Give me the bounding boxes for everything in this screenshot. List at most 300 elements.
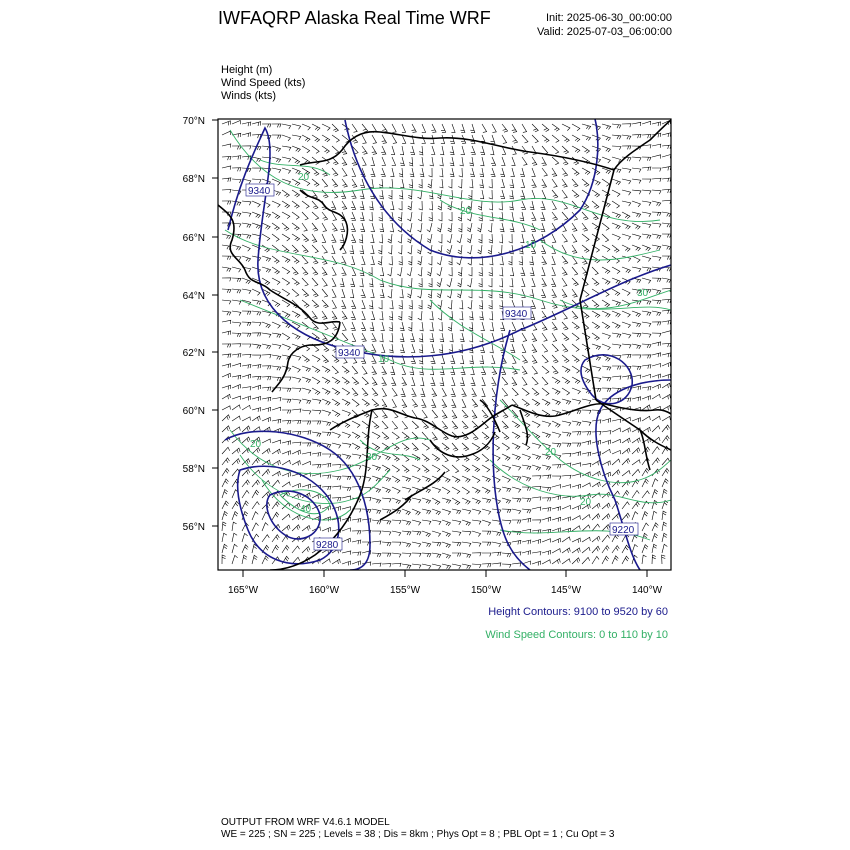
wind-barb: [352, 540, 361, 544]
wind-barb: [382, 509, 391, 513]
wind-barb: [232, 156, 241, 160]
wind-barb: [452, 476, 460, 483]
wind-barb: [332, 476, 341, 480]
wind-barb: [488, 245, 492, 254]
wind-barb: [252, 490, 259, 498]
wind-barb: [472, 465, 480, 472]
wind-barb: [252, 512, 258, 520]
wind-barb: [282, 472, 290, 477]
wind-barb: [592, 503, 600, 509]
wind-barb: [242, 365, 251, 369]
wind-barb: [502, 509, 511, 513]
wind-barb: [622, 438, 630, 443]
wind-barb: [662, 489, 667, 498]
wind-barb: [572, 267, 578, 275]
wind-barb: [398, 212, 402, 221]
wind-barb: [382, 531, 391, 535]
wind-barb: [500, 223, 504, 232]
wind-barb: [632, 311, 641, 317]
wind-barb: [292, 289, 299, 297]
wind-barb: [489, 300, 493, 309]
wind-barb: [540, 223, 545, 232]
wind-barb: [459, 168, 463, 177]
wind-barb: [520, 168, 524, 177]
wind-barb: [332, 366, 338, 374]
wind-barb: [340, 223, 344, 232]
wind-barb: [371, 223, 375, 232]
wind-barb: [380, 311, 384, 320]
wind-barb: [512, 322, 516, 330]
init-time: Init: 2025-06-30_00:00:00: [546, 12, 672, 24]
wind-barb: [572, 146, 580, 153]
wind-barb: [542, 388, 549, 396]
wind-barb: [472, 509, 481, 514]
wind-barb: [562, 245, 566, 253]
wind-barb: [282, 333, 290, 340]
wind-barb: [292, 311, 300, 318]
wind-barb: [612, 146, 621, 150]
wind-barb: [262, 439, 270, 443]
wind-barb: [572, 179, 578, 187]
wind-barb: [582, 399, 591, 404]
wind-barb: [582, 483, 590, 487]
wind-barb: [562, 517, 570, 522]
wind-barb: [439, 344, 443, 353]
wind-barb: [252, 256, 261, 261]
wind-barb: [541, 289, 546, 297]
wind-barb: [642, 201, 651, 206]
wind-barb: [382, 124, 387, 132]
wind-barb: [222, 278, 231, 282]
wind-barb: [462, 421, 468, 429]
wind-barb: [479, 212, 483, 221]
wind-barb: [532, 388, 539, 396]
wind-barb: [222, 320, 231, 324]
wind-barb: [411, 388, 416, 396]
wind-barb: [382, 410, 387, 418]
wind-barb: [351, 201, 356, 209]
wind-barb: [372, 146, 377, 154]
wind-barb: [542, 517, 551, 522]
wind-barb: [392, 563, 401, 567]
wind-barb: [542, 465, 551, 470]
wind-barb: [430, 311, 434, 320]
wind-barb: [602, 461, 610, 466]
wind-barb: [541, 245, 546, 253]
wind-barb: [429, 190, 433, 199]
wind-barb: [362, 399, 369, 406]
wind-barb: [272, 449, 280, 454]
wind-barb: [272, 124, 281, 128]
wind-barb: [391, 146, 395, 155]
wind-barb: [542, 135, 549, 142]
wind-barb: [502, 520, 511, 524]
wind-barb: [242, 533, 248, 542]
wind-barb: [612, 289, 620, 296]
wind-barb: [652, 364, 661, 368]
wind-barb: [422, 509, 431, 514]
wind-barb: [418, 256, 423, 265]
wind-barb: [582, 432, 591, 436]
wind-barb: [418, 311, 422, 320]
wind-barb: [592, 524, 600, 531]
wind-barb: [482, 476, 490, 482]
wind-barb: [612, 278, 620, 284]
wind-label: 10: [378, 354, 390, 365]
wind-barb: [272, 535, 279, 542]
wind-barb: [370, 234, 374, 243]
wind-barb: [602, 418, 611, 422]
wind-barb: [432, 498, 440, 505]
wind-barb: [232, 121, 240, 125]
wind-barb: [652, 523, 658, 531]
wind-barb: [542, 168, 547, 176]
wind-barb: [252, 267, 261, 273]
wind-barb: [322, 267, 327, 275]
wind-barb: [242, 122, 251, 126]
wind-barb: [592, 471, 600, 476]
wind-barb: [429, 212, 433, 221]
wind-barb: [272, 377, 281, 381]
wind-barb: [272, 300, 280, 307]
wind-barb: [532, 520, 541, 524]
wind-barb: [441, 355, 445, 364]
wind-barb: [652, 201, 661, 206]
wind-barb: [282, 410, 291, 414]
wind-barb: [562, 212, 568, 220]
wind-barb: [592, 482, 600, 487]
wind-barb: [662, 555, 666, 564]
wind-barb: [652, 500, 658, 509]
wind-barb: [459, 311, 463, 320]
wind-barb: [292, 245, 298, 253]
wind-barb: [442, 388, 446, 396]
wind-barb: [442, 531, 451, 537]
wind-barb: [652, 511, 657, 520]
wind-barb: [407, 289, 412, 298]
wind-barb: [232, 522, 237, 531]
wind-barb: [652, 322, 661, 326]
wind-barb: [412, 498, 421, 503]
wind-barb: [562, 135, 569, 142]
wind-barb: [632, 448, 640, 454]
wind-barb: [352, 168, 356, 176]
wind-barb: [652, 122, 661, 126]
wind-barb: [341, 300, 346, 308]
wind-barb: [478, 245, 482, 254]
wind-barb: [582, 135, 591, 141]
wind-barb: [432, 487, 441, 493]
wind-barb: [388, 234, 392, 243]
wind-barb: [312, 135, 320, 142]
wind-barb: [532, 355, 537, 363]
wind-barb: [532, 157, 537, 165]
wind-barb: [422, 498, 431, 504]
wind-barb: [532, 561, 541, 566]
wind-barb: [382, 564, 391, 568]
wind-barb: [322, 124, 330, 131]
wind-barb: [272, 480, 280, 487]
wind-barb: [222, 166, 231, 170]
wind-barb: [292, 377, 301, 382]
wind-barb: [612, 300, 621, 306]
wind-barb: [419, 300, 423, 309]
wind-barb: [302, 256, 308, 264]
wind-barb: [521, 201, 526, 209]
wind-barb: [352, 561, 360, 566]
wind-barb: [352, 519, 361, 523]
wind-barb: [322, 234, 326, 242]
wind-barb: [372, 432, 380, 439]
wind-barb: [429, 278, 433, 287]
wind-barb: [642, 555, 647, 564]
wind-barb: [478, 201, 482, 210]
wind-barb: [622, 459, 630, 466]
wind-barb: [302, 461, 310, 465]
wind-barb: [282, 503, 290, 509]
wind-barb: [282, 545, 289, 553]
wind-barb: [612, 223, 620, 229]
wind-barb: [412, 520, 421, 525]
wind-barb: [222, 415, 230, 421]
wind-barb: [222, 256, 231, 260]
wind-barb: [232, 544, 237, 553]
wind-barb: [389, 278, 393, 287]
wind-barb: [440, 157, 444, 166]
wind-barb: [582, 366, 590, 373]
wind-barb: [342, 507, 351, 511]
wind-barb: [390, 168, 394, 177]
wind-barb: [472, 498, 480, 504]
wind-barb: [242, 234, 251, 239]
wind-barb: [552, 333, 557, 341]
wind-barb: [282, 223, 289, 231]
wind-barb: [371, 289, 375, 298]
wind-barb: [392, 454, 399, 461]
wind-barb: [332, 559, 340, 564]
wind-barb: [552, 267, 556, 275]
wind-label: 40: [300, 504, 312, 515]
wind-barb: [622, 502, 629, 509]
wind-barb: [522, 124, 527, 132]
wind-barb: [292, 146, 300, 152]
wind-barb: [381, 322, 385, 331]
wind-barb: [252, 212, 260, 218]
wind-barb: [491, 135, 496, 144]
wind-barb: [302, 421, 311, 425]
wind-barb: [582, 179, 589, 187]
wind-barb: [552, 190, 558, 198]
wind-barb: [437, 223, 442, 232]
wind-label: 20: [298, 172, 310, 183]
wind-barb: [302, 431, 311, 435]
wind-barb: [662, 416, 670, 421]
wind-barb: [470, 124, 475, 133]
wind-barb: [552, 157, 559, 165]
wind-barb: [432, 564, 441, 569]
wind-barb: [232, 396, 241, 400]
wind-barb: [422, 465, 429, 473]
wind-barb: [522, 432, 530, 438]
wind-barb: [232, 459, 240, 465]
wind-barb: [500, 256, 504, 265]
wind-barb: [652, 155, 661, 159]
wind-barb: [632, 502, 639, 509]
wind-barb: [428, 289, 432, 298]
wind-barb: [622, 190, 631, 195]
model-footer-line1: OUTPUT FROM WRF V4.6.1 MODEL: [221, 817, 390, 828]
wind-barb: [552, 485, 561, 489]
wind-barb: [390, 366, 394, 375]
wind-barb: [312, 223, 318, 231]
wind-barb: [431, 399, 436, 407]
wind-barb: [352, 443, 360, 450]
wind-barb: [622, 322, 631, 328]
wind-barb: [262, 407, 271, 411]
wind-barb: [302, 201, 309, 208]
wind-barb: [472, 520, 481, 525]
wind-barb: [262, 355, 271, 359]
wind-barb: [312, 421, 321, 425]
wind-barb: [448, 223, 452, 232]
wind-barb: [379, 212, 383, 221]
wind-barb: [232, 245, 241, 250]
wind-barb: [602, 377, 611, 381]
wind-barb: [652, 533, 658, 542]
wind-barb: [652, 555, 656, 564]
wind-barb: [562, 234, 567, 242]
wind-barb: [521, 267, 525, 276]
wind-barb: [532, 333, 537, 341]
wind-barb: [562, 355, 569, 363]
wind-barb: [362, 157, 366, 165]
wind-barb: [572, 526, 580, 531]
height-label: 9220: [612, 525, 635, 536]
wind-barb: [402, 542, 411, 547]
wind-barb: [522, 487, 531, 491]
wind-barb: [242, 480, 250, 487]
wind-barb: [430, 135, 434, 144]
wind-barb: [532, 497, 541, 501]
wind-barb: [462, 388, 467, 396]
wind-barb: [522, 333, 527, 341]
wind-barb: [622, 234, 631, 240]
wind-barb: [412, 465, 420, 472]
wind-barb: [492, 487, 501, 492]
wind-barb: [272, 278, 280, 285]
wind-barb: [489, 267, 493, 276]
wind-barb: [292, 546, 300, 553]
wind-barb: [417, 245, 422, 254]
wind-barb: [602, 223, 609, 230]
wind-barb: [222, 511, 228, 520]
wind-barb: [662, 189, 671, 193]
wind-barb: [622, 245, 630, 252]
wind-barb: [530, 201, 534, 210]
wind-barb: [491, 377, 496, 385]
wind-barb: [362, 377, 368, 385]
wind-barb: [622, 471, 630, 477]
wind-barb: [402, 564, 411, 569]
wind-barb: [222, 144, 231, 148]
wind-barb: [312, 474, 321, 478]
wind-barb: [502, 564, 511, 568]
wind-barb: [342, 551, 351, 555]
wind-barb: [372, 563, 381, 567]
wind-barb: [552, 212, 558, 220]
wind-barb: [502, 498, 511, 504]
wind-barb: [262, 377, 271, 381]
wind-barb: [540, 212, 545, 221]
wind-barb: [272, 333, 281, 338]
wind-barb: [622, 201, 631, 206]
wind-barb: [622, 480, 630, 487]
wind-barb: [442, 476, 450, 482]
wind-barb: [612, 201, 620, 208]
wind-barb: [512, 388, 518, 396]
wind-barb: [252, 523, 259, 531]
wind-barb: [351, 300, 356, 308]
wind-barb: [480, 146, 484, 155]
wind-barb: [382, 366, 387, 374]
wind-barb: [552, 421, 560, 427]
wind-barb: [632, 234, 641, 239]
wind-barb: [510, 212, 514, 221]
wind-barb: [602, 278, 610, 285]
wind-barb: [562, 399, 571, 404]
wind-barb: [411, 377, 415, 386]
wind-barb: [489, 179, 493, 188]
wind-barb: [242, 354, 251, 358]
wind-barb: [532, 135, 538, 143]
wind-barb: [232, 427, 240, 432]
wind-barb: [499, 212, 503, 221]
wind-barb: [642, 167, 651, 171]
wind-barb: [449, 344, 453, 353]
wind-barb: [322, 355, 329, 363]
wind-barb: [502, 388, 508, 396]
wind-barb: [542, 190, 546, 198]
wind-barb: [331, 245, 335, 254]
wind-barb: [232, 405, 240, 410]
wind-barb: [398, 234, 402, 243]
wind-barb: [532, 399, 540, 406]
lon-label-145w: 145°W: [550, 585, 582, 596]
wind-barb: [388, 289, 392, 298]
wind-barb: [471, 377, 476, 385]
wind-barb: [392, 157, 396, 165]
wind-barb: [642, 300, 651, 305]
wind-barb: [512, 157, 516, 165]
wind-barb: [402, 487, 411, 492]
wind-barb: [492, 563, 501, 567]
wind-barb: [532, 476, 541, 480]
wind-barb: [440, 146, 444, 155]
wind-barb: [642, 134, 651, 138]
wind-barb: [351, 223, 356, 231]
wind-barbs-layer: [222, 120, 671, 569]
wind-barb: [491, 157, 496, 165]
lat-label-62n: 62°N: [182, 348, 205, 359]
wind-barb: [342, 157, 347, 165]
wind-barb: [342, 410, 350, 416]
wind-barb: [520, 234, 524, 243]
wind-barb: [622, 267, 630, 273]
wind-barb: [632, 366, 641, 370]
wind-barb: [532, 465, 541, 471]
wind-barb: [470, 168, 474, 177]
wind-barb: [632, 386, 641, 390]
